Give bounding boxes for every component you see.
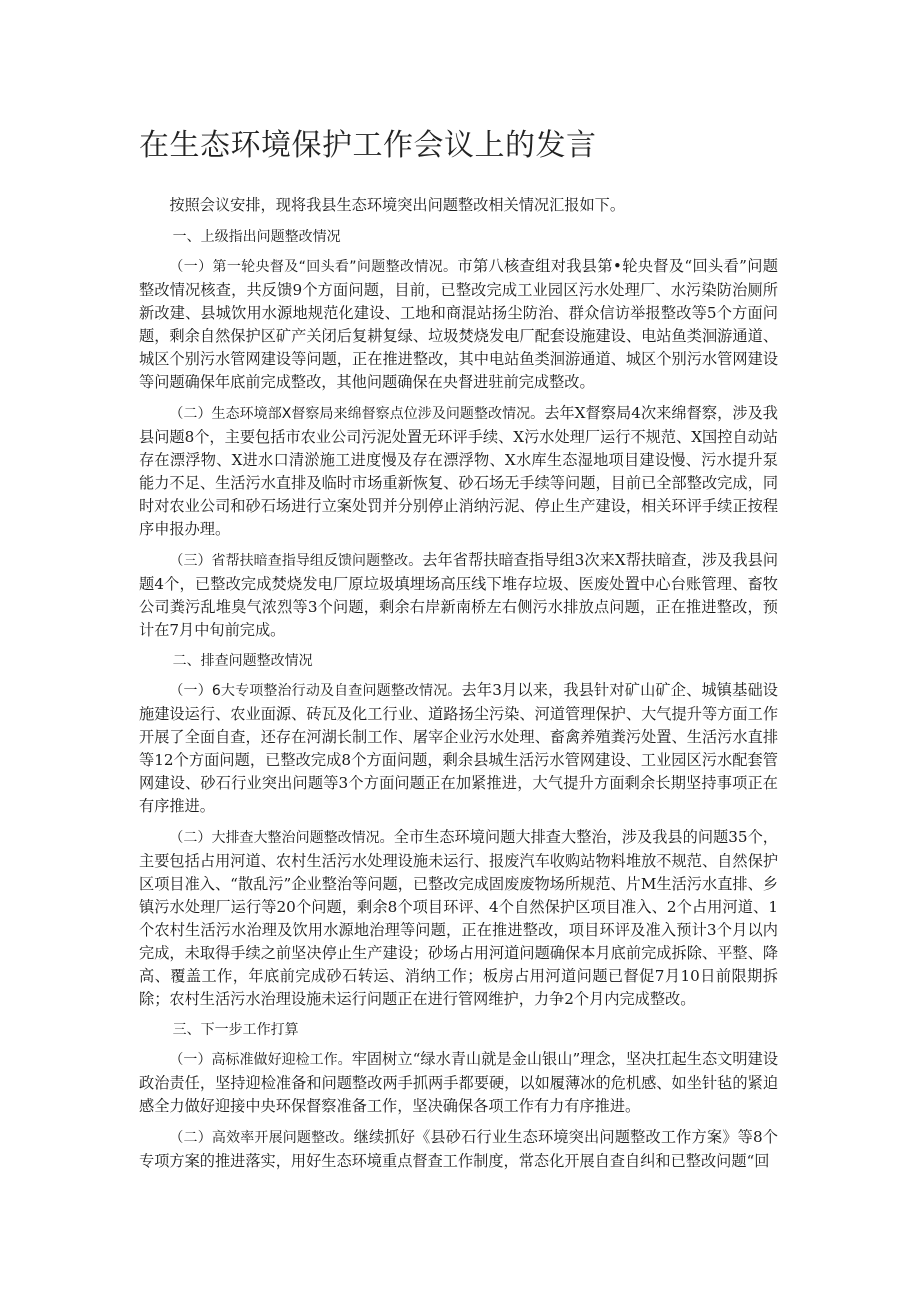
document-title: 在生态环境保护工作会议上的发言 [139, 128, 597, 163]
subsection-lead: （二）大排查大整治问题整改情况。 [169, 830, 394, 846]
subsection-body: 牢固树立“绿水青山就是金山银山”理念，坚决扛起生态文明建设政治责任，坚持迎检准备和问题整改两手抓两手都要硬，以如履薄冰的危机感、如坐针毡的紧迫感全力做好迎接中央环保督察准备工作，坚决确保各项工作有力有序推进。 [139, 1050, 779, 1115]
subsection-body: 市第八核查组对我县第•轮央督及“回头看”问题整改情况核查，共反馈9个方面问题，目前，已整改完成工业园区污水处理厂、水污染防治厕所新改建、县城饮用水源地规范化建设、工地和商混站扬尘防治、群众信访举报整改等5个方面问题，剩余自然保护区矿产关闭后复耕复绿、垃圾焚烧发电厂配套设施建设、电站鱼类洄游通道、城区个别污水管网建设等问题，正在推进整改，其中电站鱼类洄游通道、城区个别污水管网建设等问题确保年底前完成整改，其他问题确保在央督进驻前完成整改。 [139, 257, 778, 391]
subsection-lead: （一）第一轮央督及“回头看”问题整改情况。 [169, 259, 458, 275]
subsection-1-1 [139, 255, 778, 394]
section-heading-3: 三、下一步工作打算 [172, 1022, 299, 1038]
subsection-lead: （三）省帮扶暗查指导组反馈问题整改。 [169, 553, 423, 569]
intro-paragraph: 按照会议安排，现将我县生态环境突出问题整改相关情况汇报如下。 [169, 196, 626, 214]
subsection-lead: （一）高标准做好迎检工作。 [169, 1052, 352, 1068]
subsection-lead: （二）生态环境部X督察局来绵督察点位涉及问题整改情况。 [169, 406, 545, 422]
subsection-lead: （一）6大专项整治行动及自查问题整改情况。 [169, 683, 462, 699]
subsection-1-2 [139, 402, 778, 541]
subsection-2-2 [139, 826, 778, 1011]
subsection-body: 去年X督察局4次来绵督察，涉及我县问题8个，主要包括市农业公司污泥处置无环评手续、X污水处理厂运行不规范、X国控自动站存在漂浮物、X进水口清淤施工进度慢及存在漂浮物、X水库生态湿地项目建设慢、污水提升泵能力不足、生活污水直排及临时市场重新恢复、砂石场无手续等问题，目前已全部整改完成，同时对农业公司和砂石场进行立案处罚并分别停止消纳污泥、停止生产建设，相关环评手续正按程序申报办理。 [139, 404, 778, 538]
subsection-body: 去年省帮扶暗查指导组3次来X帮扶暗查，涉及我县问题4个，已整改完成焚烧发电厂原垃圾填埋场高压线下堆存垃圾、医废处置中心台账管理、畜牧公司粪污乱堆臭气浓烈等3个问题，剩余右岸新南桥左右侧污水排放点问题，正在推进整改，预计在7月中旬前完成。 [139, 551, 779, 639]
subsection-body: 继续抓好《县砂石行业生态环境突出问题整改工作方案》等8个专项方案的推进落实，用好生态环境重点督查工作制度，常态化开展自查自纠和已整改问题“回 [139, 1128, 778, 1170]
subsection-3-1 [139, 1048, 778, 1118]
section-heading-2: 二、排查问题整改情况 [172, 653, 313, 669]
subsection-body: 全市生态环境问题大排查大整治，涉及我县的问题35个，主要包括占用河道、农村生活污水处理设施未运行、报废汽车收购站物料堆放不规范、自然保护区项目准入、“散乱污”企业整治等问题，已整改完成固废废物场所规范、片M生活污水直排、乡镇污水处理厂运行等20个问题，剩余8个项目环评、4个自然保护区项目准入、2个占用河道、1个农村生活污水治理及饮用水源地治理等问题，正在推进整改，项目环评及准入预计3个月以内完成，未取得手续之前坚决停止生产建设；砂场占用河道问题确保本月底前完成拆除、平整、降高、覆盖工作，年底前完成砂石转运、消纳工作；板房占用河道问题已督促7月10日前限期拆除；农村生活污水治理设施未运行问题正在进行管网维护，力争2个月内完成整改。 [139, 828, 778, 1008]
subsection-body: 去年3月以来，我县针对矿山矿企、城镇基础设施建设运行、农业面源、砖瓦及化工行业、道路扬尘污染、河道管理保护、大气提升等方面工作开展了全面自查，还存在河湖长制工作、屠宰企业污水处理、畜禽养殖粪污处置、生活污水直排等12个方面问题，已整改完成8个方面问题，剩余县城生活污水管网建设、工业园区污水配套管网建设、砂石行业突出问题等3个方面问题正在加紧推进，大气提升方面剩余长期坚持事项正在有序推进。 [139, 681, 778, 815]
subsection-3-2 [139, 1126, 778, 1173]
subsection-1-3 [139, 549, 778, 642]
subsection-2-1 [139, 679, 778, 818]
subsection-lead: （二）高效率开展问题整改。 [169, 1130, 354, 1146]
section-heading-1: 一、上级指出问题整改情况 [172, 229, 341, 245]
